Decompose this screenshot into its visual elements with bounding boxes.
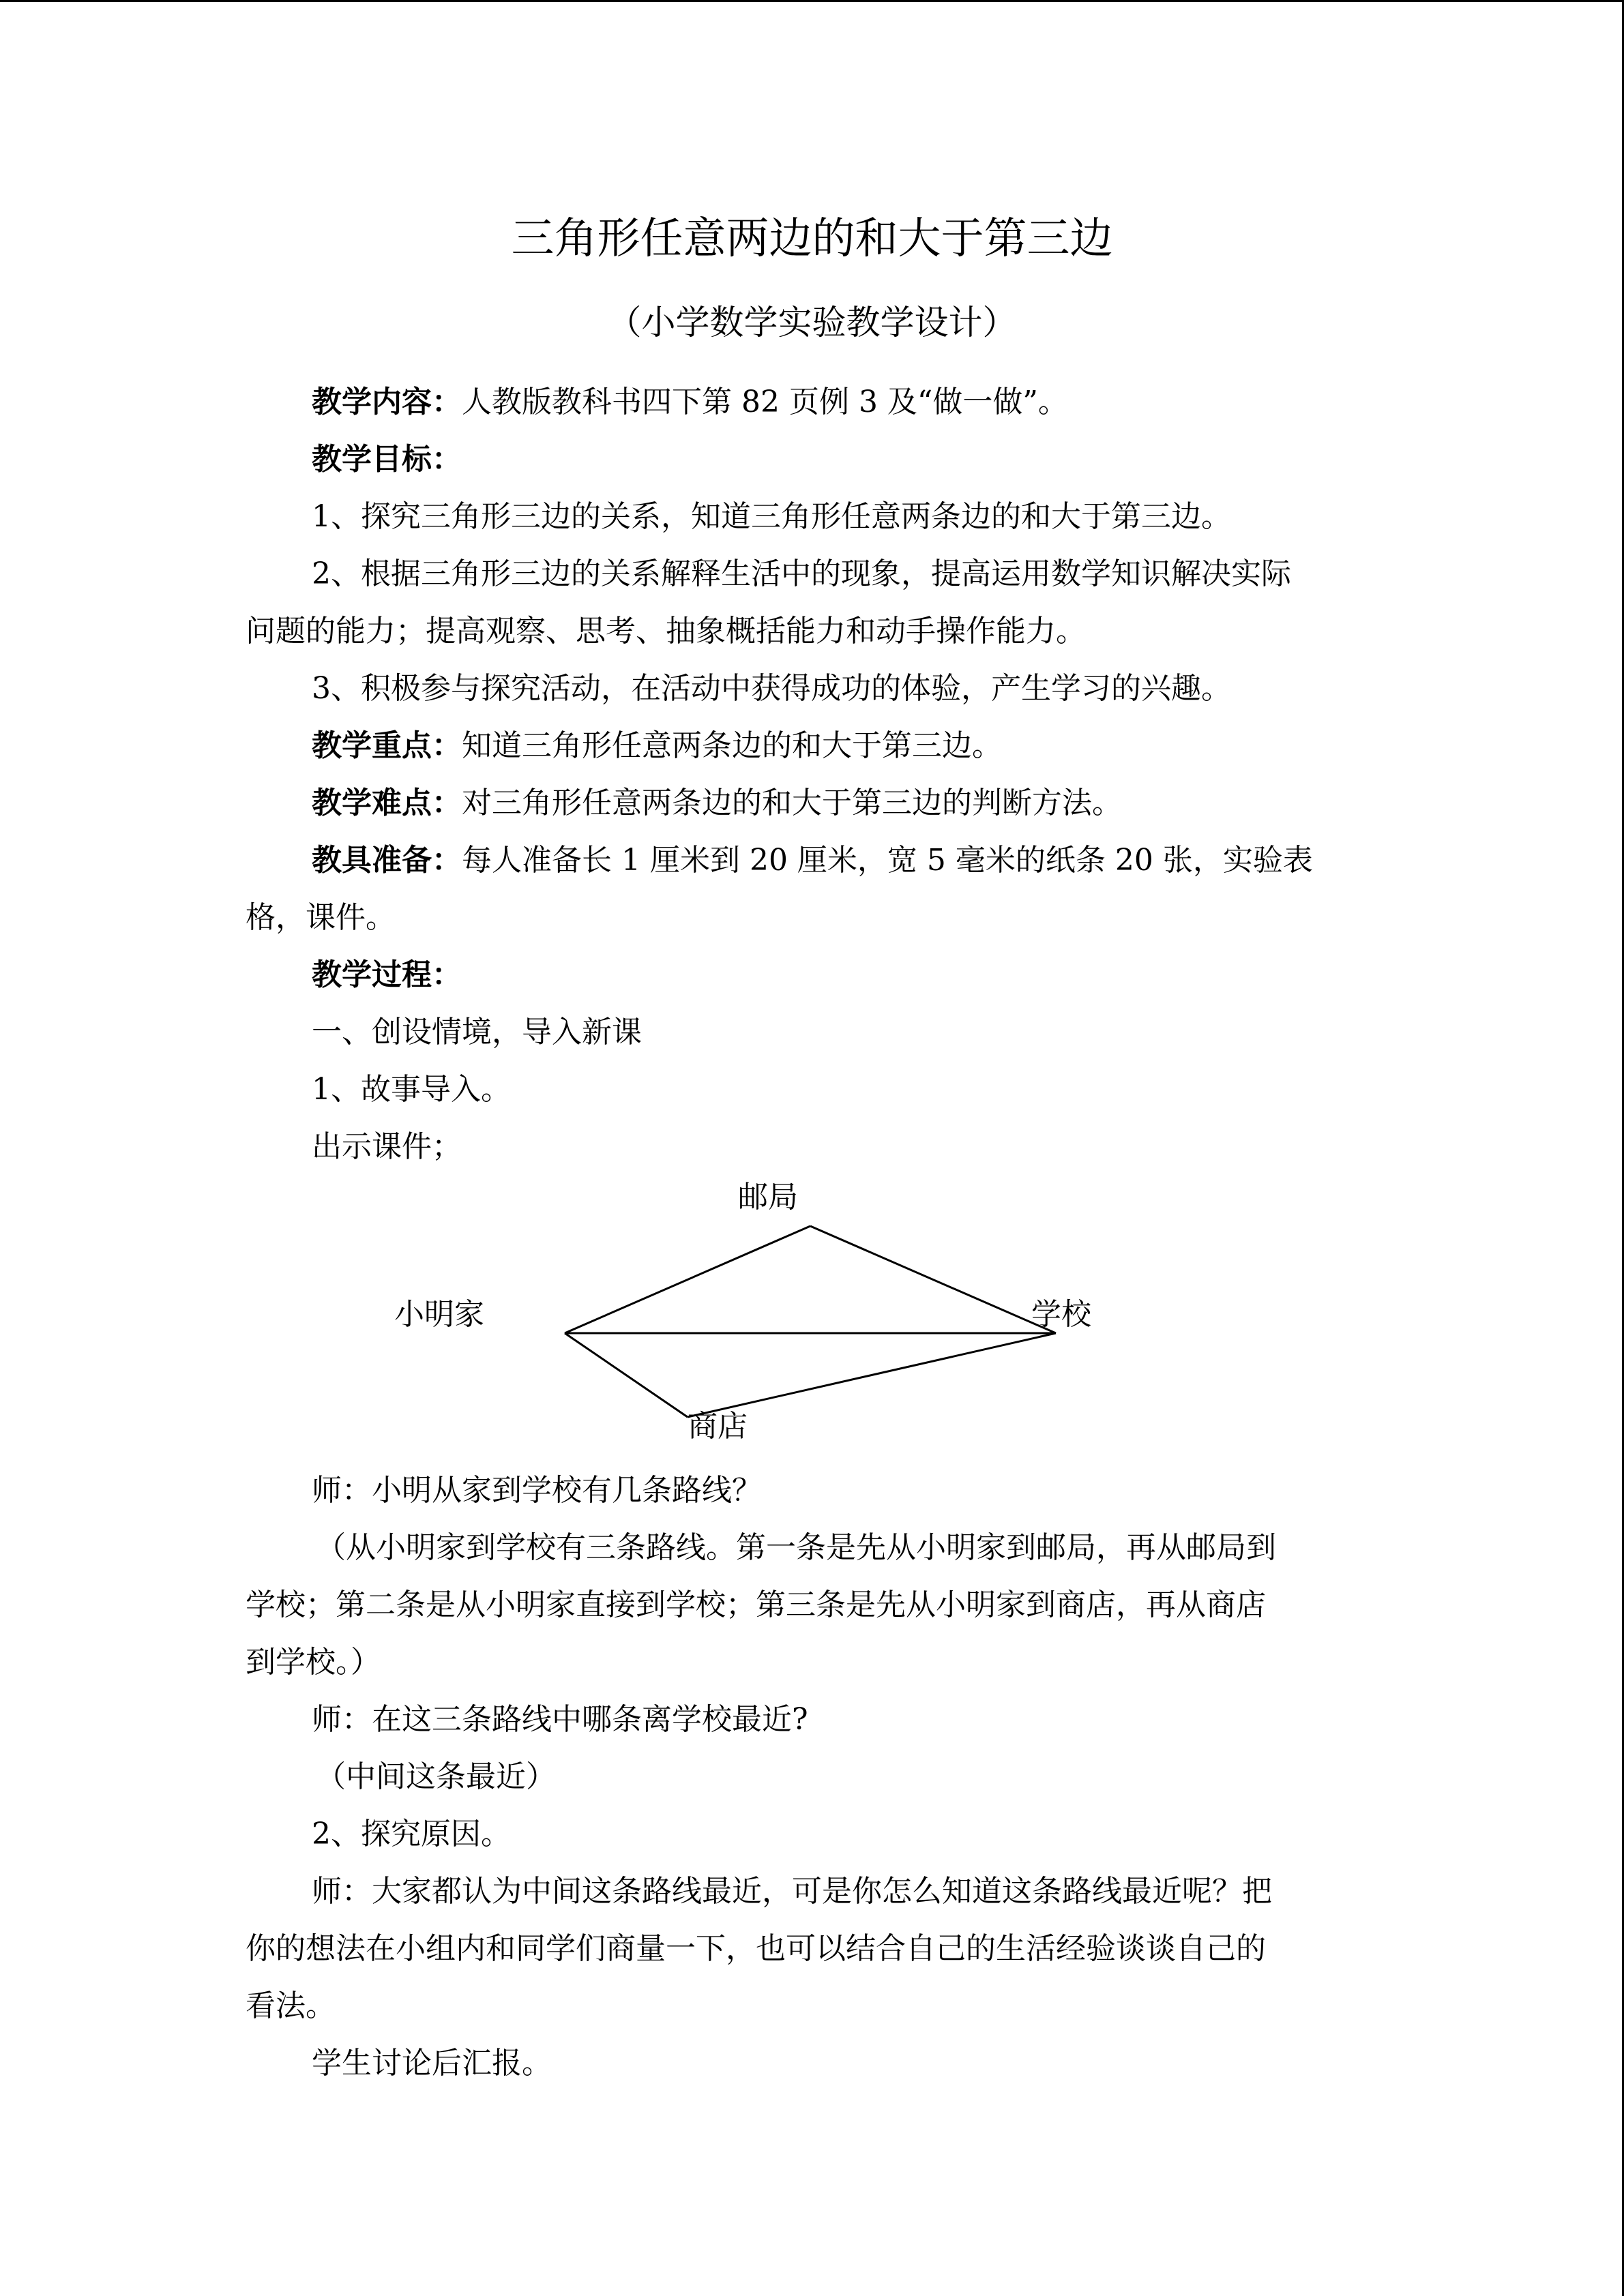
goal-2-line-2: 问题的能力；提高观察、思考、抽象概括能力和动手操作能力。 [246,614,1086,648]
difficulty-label: 教学难点： [312,786,462,820]
teacher-question-3-line-1: 师：大家都认为中间这条路线最近，可是你怎么知道这条路线最近呢？把 [312,1874,1272,1909]
route-shop-to-school [688,1333,1056,1417]
answer-1-line-3: 到学校。） [246,1645,381,1680]
teaching-content-label: 教学内容： [312,385,462,419]
page-title: 三角形任意两边的和大于第三边 [511,213,1113,263]
answer-1-line-1: （从小明家到学校有三条路线。第一条是先从小明家到邮局，再从邮局到 [316,1530,1276,1565]
key-point [312,717,1002,775]
route-diagram [382,1173,1200,1459]
teacher-question-2: 师：在这三条路线中哪条离学校最近? [312,1702,808,1737]
route-home-to-shop [565,1333,688,1417]
answer-1-line-2: 学校；第二条是从小明家直接到学校；第三条是先从小明家到商店，再从商店 [246,1587,1266,1622]
process-label: 教学过程： [312,957,462,992]
materials-line-1 [312,832,1313,889]
route-home-to-post-office [565,1226,810,1333]
show-courseware: 出示课件； [312,1129,462,1164]
teaching-content-text: 人教版教科书四下第 82 页例 3 及“做一做”。 [462,385,1068,419]
teaching-content [312,374,1068,431]
label-post-office: 邮局 [738,1180,798,1214]
top-border-line [0,0,1624,2]
label-school: 学校 [1031,1297,1091,1332]
key-point-text: 知道三角形任意两条边的和大于第三边。 [462,728,1002,763]
student-report: 学生讨论后汇报。 [312,2046,552,2081]
difficulty [312,775,1122,832]
page-subtitle: （小学数学实验教学设计） [607,303,1017,342]
goal-3: 3、积极参与探究活动，在活动中获得成功的体验，产生学习的兴趣。 [312,671,1231,706]
teacher-question-3-line-3: 看法。 [246,1988,336,2023]
key-point-label: 教学重点： [312,728,462,763]
materials-line-2: 格，课件。 [246,900,396,935]
goal-2-line-1: 2、根据三角形三边的关系解释生活中的现象，提高运用数学知识解决实际 [312,556,1291,591]
materials-label: 教具准备： [312,843,462,878]
route-post-office-to-school [810,1226,1056,1333]
section-1-heading: 一、创设情境，导入新课 [312,1015,642,1049]
goal-1: 1、探究三角形三边的关系，知道三角形任意两条边的和大于第三边。 [312,499,1231,534]
label-home: 小明家 [394,1297,484,1332]
step-2: 2、探究原因。 [312,1817,511,1851]
teaching-goals-label: 教学目标： [312,442,462,477]
difficulty-text: 对三角形任意两条边的和大于第三边的判断方法。 [462,786,1122,820]
materials-text: 每人准备长 1 厘米到 20 厘米，宽 5 毫米的纸条 20 张，实验表 [462,843,1313,878]
teacher-question-1: 师：小明从家到学校有几条路线？ [312,1473,762,1508]
label-shop: 商店 [688,1409,748,1444]
answer-2: （中间这条最近） [316,1759,556,1794]
step-1: 1、故事导入。 [312,1072,511,1107]
teacher-question-3-line-2: 你的想法在小组内和同学们商量一下，也可以结合自己的生活经验谈谈自己的 [246,1931,1266,1966]
